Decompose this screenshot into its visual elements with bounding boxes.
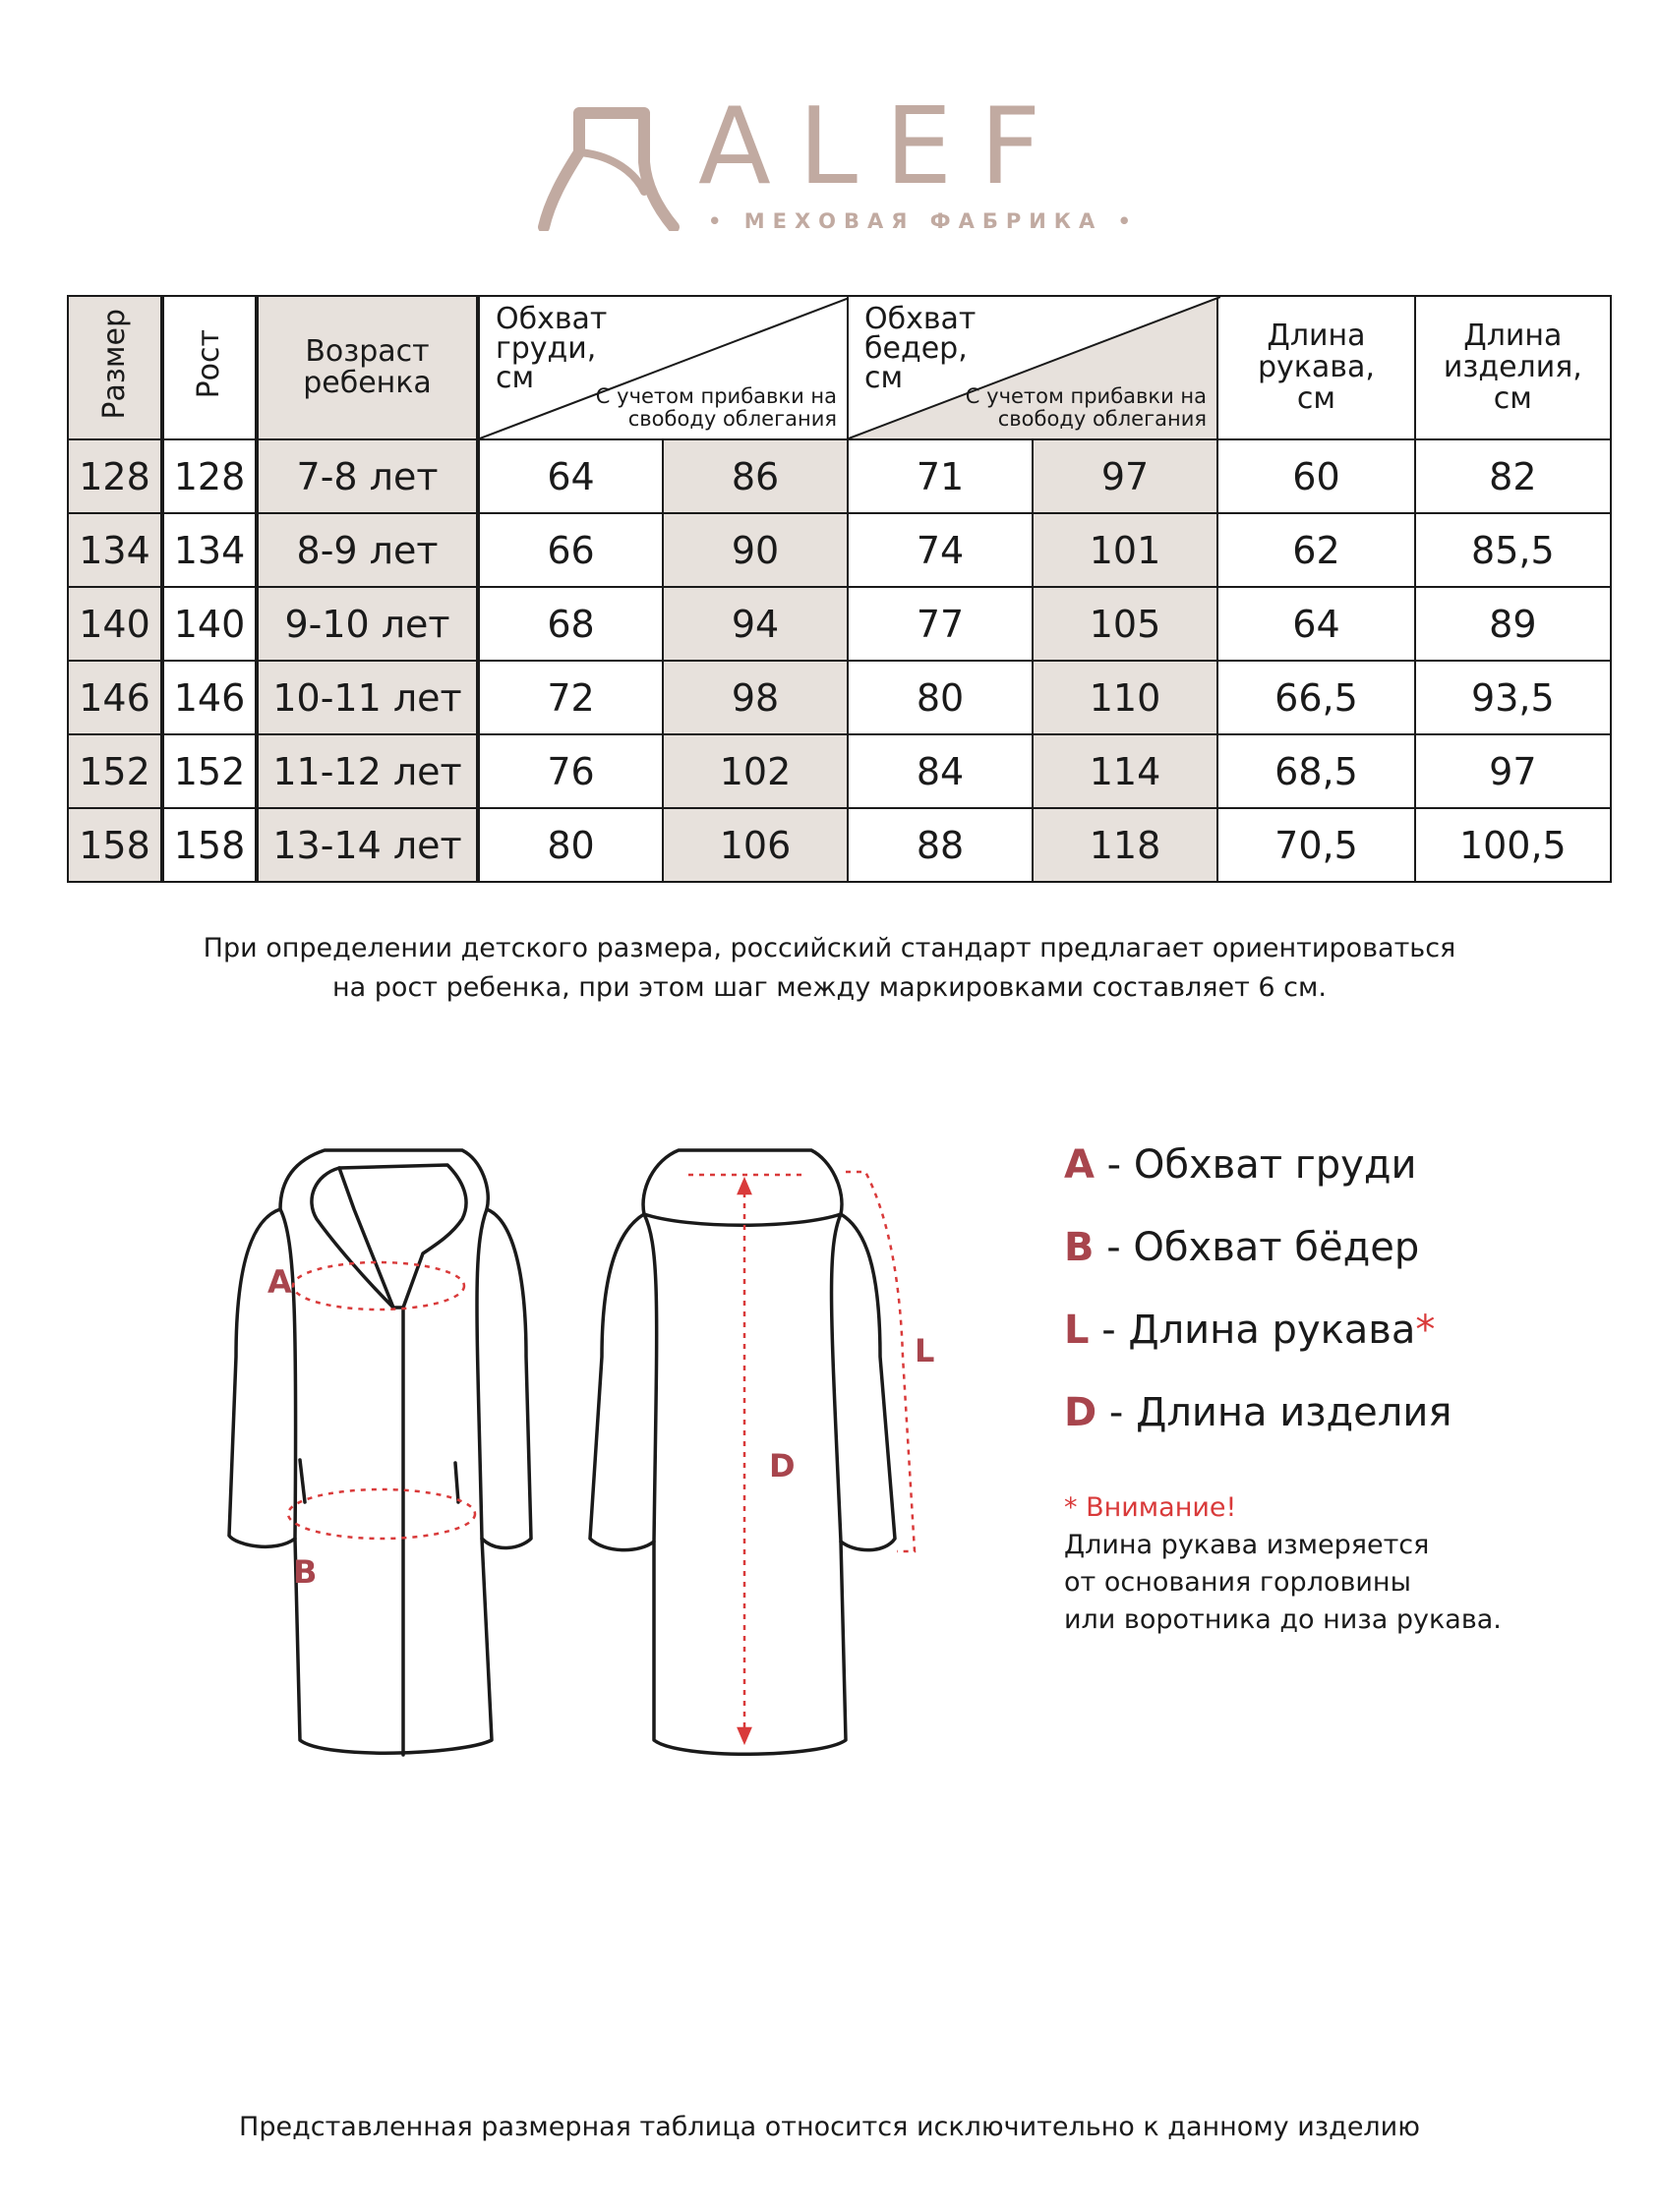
logo-mark-icon xyxy=(536,93,698,231)
header-chest-note: С учетом прибавки на свободу облегания xyxy=(595,384,837,431)
cell-height: 128 xyxy=(162,439,257,513)
table-row xyxy=(68,808,1611,882)
cell-height: 134 xyxy=(162,513,257,587)
cell-size: 158 xyxy=(68,808,162,882)
cell-chest: 64 xyxy=(478,439,663,513)
size-note xyxy=(0,929,1659,1008)
measurement-legend xyxy=(1064,1135,1452,1466)
table-header-row xyxy=(68,296,1611,439)
cell-height: 146 xyxy=(162,661,257,734)
header-hips-title: Обхват бедер, см xyxy=(864,302,977,395)
cell-chest: 72 xyxy=(478,661,663,734)
cell-chest-ease: 86 xyxy=(663,439,848,513)
header-size: Размер xyxy=(68,296,162,439)
cell-age: 9-10 лет xyxy=(257,587,478,661)
marker-l: L xyxy=(915,1332,935,1369)
cell-hips-ease: 118 xyxy=(1033,808,1217,882)
cell-length: 82 xyxy=(1415,439,1611,513)
cell-age: 8-9 лет xyxy=(257,513,478,587)
warning-line1: Длина рукава измеряется xyxy=(1064,1530,1430,1560)
cell-chest: 80 xyxy=(478,808,663,882)
cell-chest-ease: 98 xyxy=(663,661,848,734)
marker-a: A xyxy=(267,1263,292,1301)
cell-sleeve: 68,5 xyxy=(1217,734,1415,808)
legend-item-sleeve: L - Длина рукава* xyxy=(1064,1308,1436,1353)
cell-length: 100,5 xyxy=(1415,808,1611,882)
cell-height: 158 xyxy=(162,808,257,882)
warning-line3: или воротника до низа рукава. xyxy=(1064,1604,1502,1635)
cell-chest-ease: 106 xyxy=(663,808,848,882)
table-row xyxy=(68,439,1611,513)
cell-size: 134 xyxy=(68,513,162,587)
cell-age: 10-11 лет xyxy=(257,661,478,734)
legend-item-chest: A - Обхват груди xyxy=(1064,1142,1417,1188)
hips-measure-line xyxy=(288,1489,475,1539)
cell-size: 140 xyxy=(68,587,162,661)
marker-b: B xyxy=(293,1553,318,1591)
cell-age: 7-8 лет xyxy=(257,439,478,513)
cell-sleeve: 70,5 xyxy=(1217,808,1415,882)
cell-height: 152 xyxy=(162,734,257,808)
cell-hips: 77 xyxy=(848,587,1033,661)
table-row xyxy=(68,661,1611,734)
cell-chest-ease: 90 xyxy=(663,513,848,587)
size-note-line2: на рост ребенка, при этом шаг между маркировками составляет 6 см. xyxy=(332,972,1327,1003)
cell-chest-ease: 102 xyxy=(663,734,848,808)
cell-chest-ease: 94 xyxy=(663,587,848,661)
coat-front-drawing xyxy=(229,1150,531,1755)
cell-chest: 68 xyxy=(478,587,663,661)
cell-sleeve: 60 xyxy=(1217,439,1415,513)
cell-hips: 84 xyxy=(848,734,1033,808)
cell-size: 146 xyxy=(68,661,162,734)
cell-hips-ease: 105 xyxy=(1033,587,1217,661)
table-row xyxy=(68,587,1611,661)
header-length: Длина изделия, см xyxy=(1415,296,1611,439)
coat-diagrams xyxy=(0,1121,983,1809)
header-chest xyxy=(478,296,848,439)
cell-height: 140 xyxy=(162,587,257,661)
cell-age: 13-14 лет xyxy=(257,808,478,882)
cell-length: 89 xyxy=(1415,587,1611,661)
header-hips xyxy=(848,296,1217,439)
brand-tagline: • МЕХОВАЯ ФАБРИКА • xyxy=(708,209,1139,233)
cell-hips: 74 xyxy=(848,513,1033,587)
cell-hips: 88 xyxy=(848,808,1033,882)
header-sleeve: Длина рукава, см xyxy=(1217,296,1415,439)
cell-length: 93,5 xyxy=(1415,661,1611,734)
coat-back-drawing xyxy=(590,1150,895,1754)
cell-hips: 80 xyxy=(848,661,1033,734)
cell-hips-ease: 97 xyxy=(1033,439,1217,513)
brand-logo xyxy=(0,86,1659,241)
table-row xyxy=(68,734,1611,808)
cell-hips-ease: 101 xyxy=(1033,513,1217,587)
cell-hips-ease: 110 xyxy=(1033,661,1217,734)
footer-note: Представленная размерная таблица относится исключительно к данному изделию xyxy=(239,2112,1420,2142)
cell-sleeve: 66,5 xyxy=(1217,661,1415,734)
cell-sleeve: 64 xyxy=(1217,587,1415,661)
cell-length: 85,5 xyxy=(1415,513,1611,587)
header-age: Возраст ребенка xyxy=(257,296,478,439)
cell-hips-ease: 114 xyxy=(1033,734,1217,808)
cell-age: 11-12 лет xyxy=(257,734,478,808)
cell-size: 152 xyxy=(68,734,162,808)
table-row xyxy=(68,513,1611,587)
cell-length: 97 xyxy=(1415,734,1611,808)
header-chest-title: Обхват груди, см xyxy=(496,302,608,395)
warning-title: * Внимание! xyxy=(1064,1492,1237,1523)
warning-line2: от основания горловины xyxy=(1064,1567,1411,1598)
cell-sleeve: 62 xyxy=(1217,513,1415,587)
legend-item-hips: B - Обхват бёдер xyxy=(1064,1225,1420,1270)
legend-item-length: D - Длина изделия xyxy=(1064,1390,1452,1435)
header-hips-note: С учетом прибавки на свободу облегания xyxy=(965,384,1207,431)
cell-size: 128 xyxy=(68,439,162,513)
cell-chest: 66 xyxy=(478,513,663,587)
size-table xyxy=(67,295,1612,883)
size-note-line1: При определении детского размера, российский стандарт предлагает ориентироваться xyxy=(203,933,1456,963)
brand-name: ALEF xyxy=(698,86,1069,208)
cell-hips: 71 xyxy=(848,439,1033,513)
marker-d: D xyxy=(769,1447,796,1484)
header-height: Рост xyxy=(162,296,257,439)
sleeve-warning xyxy=(1064,1489,1502,1639)
cell-chest: 76 xyxy=(478,734,663,808)
